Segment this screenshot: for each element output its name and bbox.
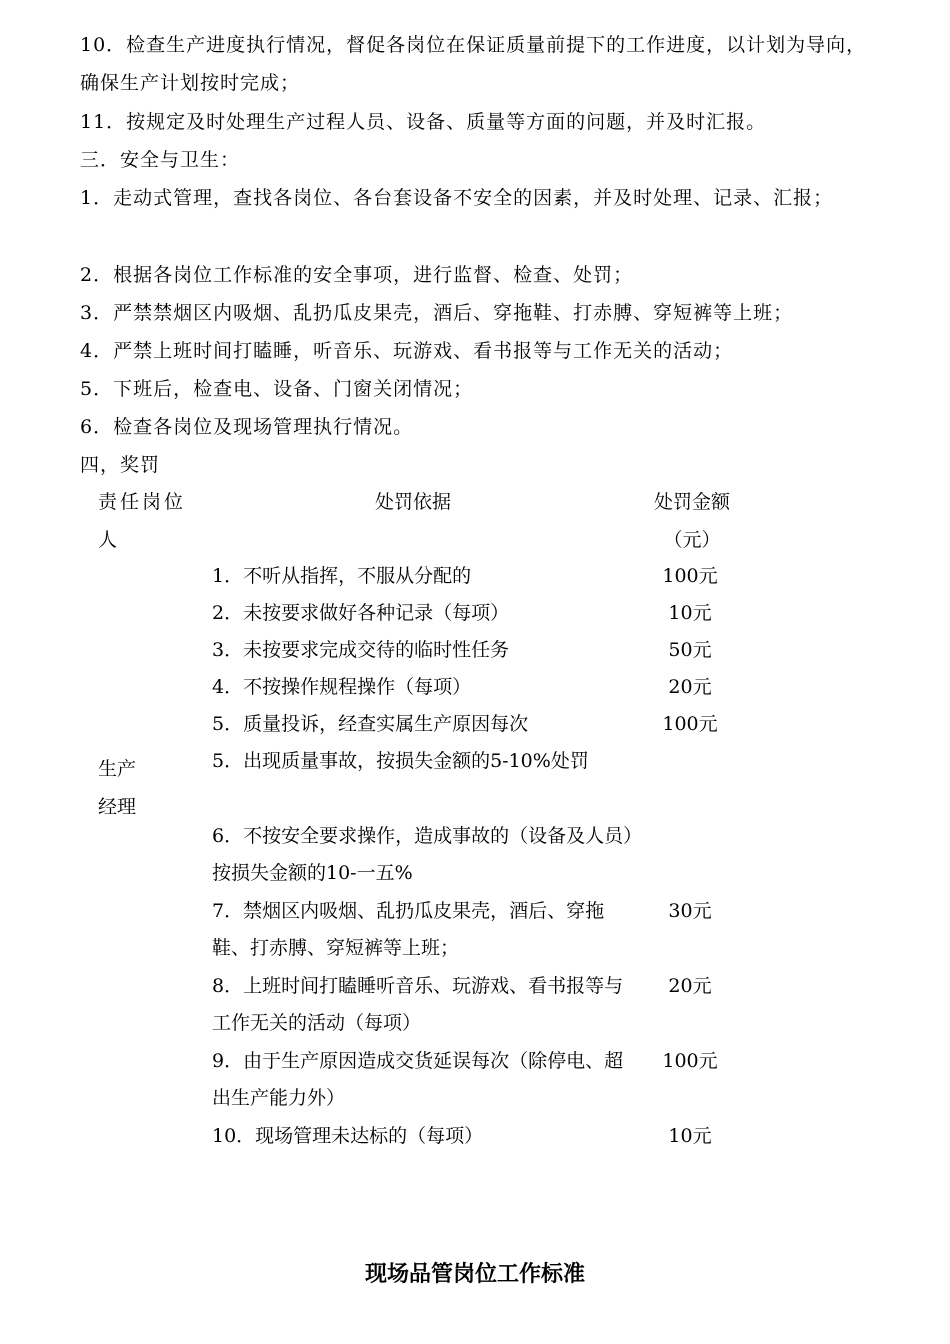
penalty-amount-row: 10元 [668,1125,712,1147]
penalty-amount-row: 100元 [662,565,718,587]
safety-item-6: 6．检查各岗位及现场管理执行情况。 [80,416,414,438]
penalty-basis-row: 7．禁烟区内吸烟、乱扔瓜皮果壳，酒后、穿拖鞋、打赤膊、穿短裤等上班； [212,900,605,959]
table-header-amount: 处罚金额 [653,491,730,513]
safety-item-1: 1．走动式管理，查找各岗位、各台套设备不安全的因素，并及时处理、记录、汇报； [80,187,834,209]
penalty-basis-row: 8．上班时间打瞌睡听音乐、玩游戏、看书报等与工作无关的活动（每项） [212,975,624,1034]
penalty-basis-row: 1．不听从指挥，不服从分配的 [212,565,472,587]
penalty-amount-row: 30元 [668,900,712,922]
safety-item-4: 4．严禁上班时间打瞌睡，听音乐、玩游戏、看书报等与工作无关的活动； [80,340,734,362]
penalty-basis-row: 10．现场管理未达标的（每项） [212,1125,484,1147]
penalty-amount-row: 20元 [668,975,712,997]
responsible-position-line2: 经理 [98,796,137,818]
penalty-amount-row: 100元 [662,713,718,735]
penalty-amount-row: 100元 [662,1050,718,1072]
table-header-basis: 处罚依据 [375,491,452,513]
table-header-amount-unit: （元） [663,529,721,551]
section-heading-safety: 三．安全与卫生： [80,149,241,171]
safety-item-2: 2．根据各岗位工作标准的安全事项，进行监督、检查、处罚； [80,264,634,286]
paragraph-item-11: 11．按规定及时处理生产过程人员、设备、质量等方面的问题，并及时汇报。 [80,111,767,133]
safety-item-3: 3．严禁禁烟区内吸烟、乱扔瓜皮果壳，酒后、穿拖鞋、打赤膊、穿短裤等上班； [80,302,794,324]
penalty-amount-row: 10元 [668,602,712,624]
penalty-amount-row: 50元 [668,639,712,661]
penalty-basis-row: 5．质量投诉，经查实属生产原因每次 [212,713,529,735]
penalty-basis-row: 3．未按要求完成交待的临时性任务 [212,639,510,661]
penalty-basis-row: 5．出现质量事故，按损失金额的5-10%处罚 [212,750,589,772]
table-header-responsible-cont: 人 [98,529,118,551]
safety-item-5: 5．下班后，检查电、设备、门窗关闭情况； [80,378,474,400]
paragraph-item-10: 10．检查生产进度执行情况，督促各岗位在保证质量前提下的工作进度，以计划为导向，确保生产计划按时完成； [80,34,867,94]
table-header-responsible: 责任岗位 [98,491,187,513]
penalty-basis-row: 6．不按安全要求操作，造成事故的（设备及人员）按损失金额的10-一五% [212,825,633,884]
penalty-basis-row: 4．不按操作规程操作（每项） [212,676,472,698]
section-heading-rewards: 四，奖罚 [80,454,161,476]
responsible-position-line1: 生产 [98,758,137,780]
next-section-title: 现场品管岗位工作标准 [364,1261,585,1287]
penalty-amount-row: 20元 [668,676,712,698]
penalty-basis-row: 2．未按要求做好各种记录（每项） [212,602,510,624]
penalty-basis-row: 9．由于生产原因造成交货延误每次（除停电、超出生产能力外） [212,1050,624,1109]
